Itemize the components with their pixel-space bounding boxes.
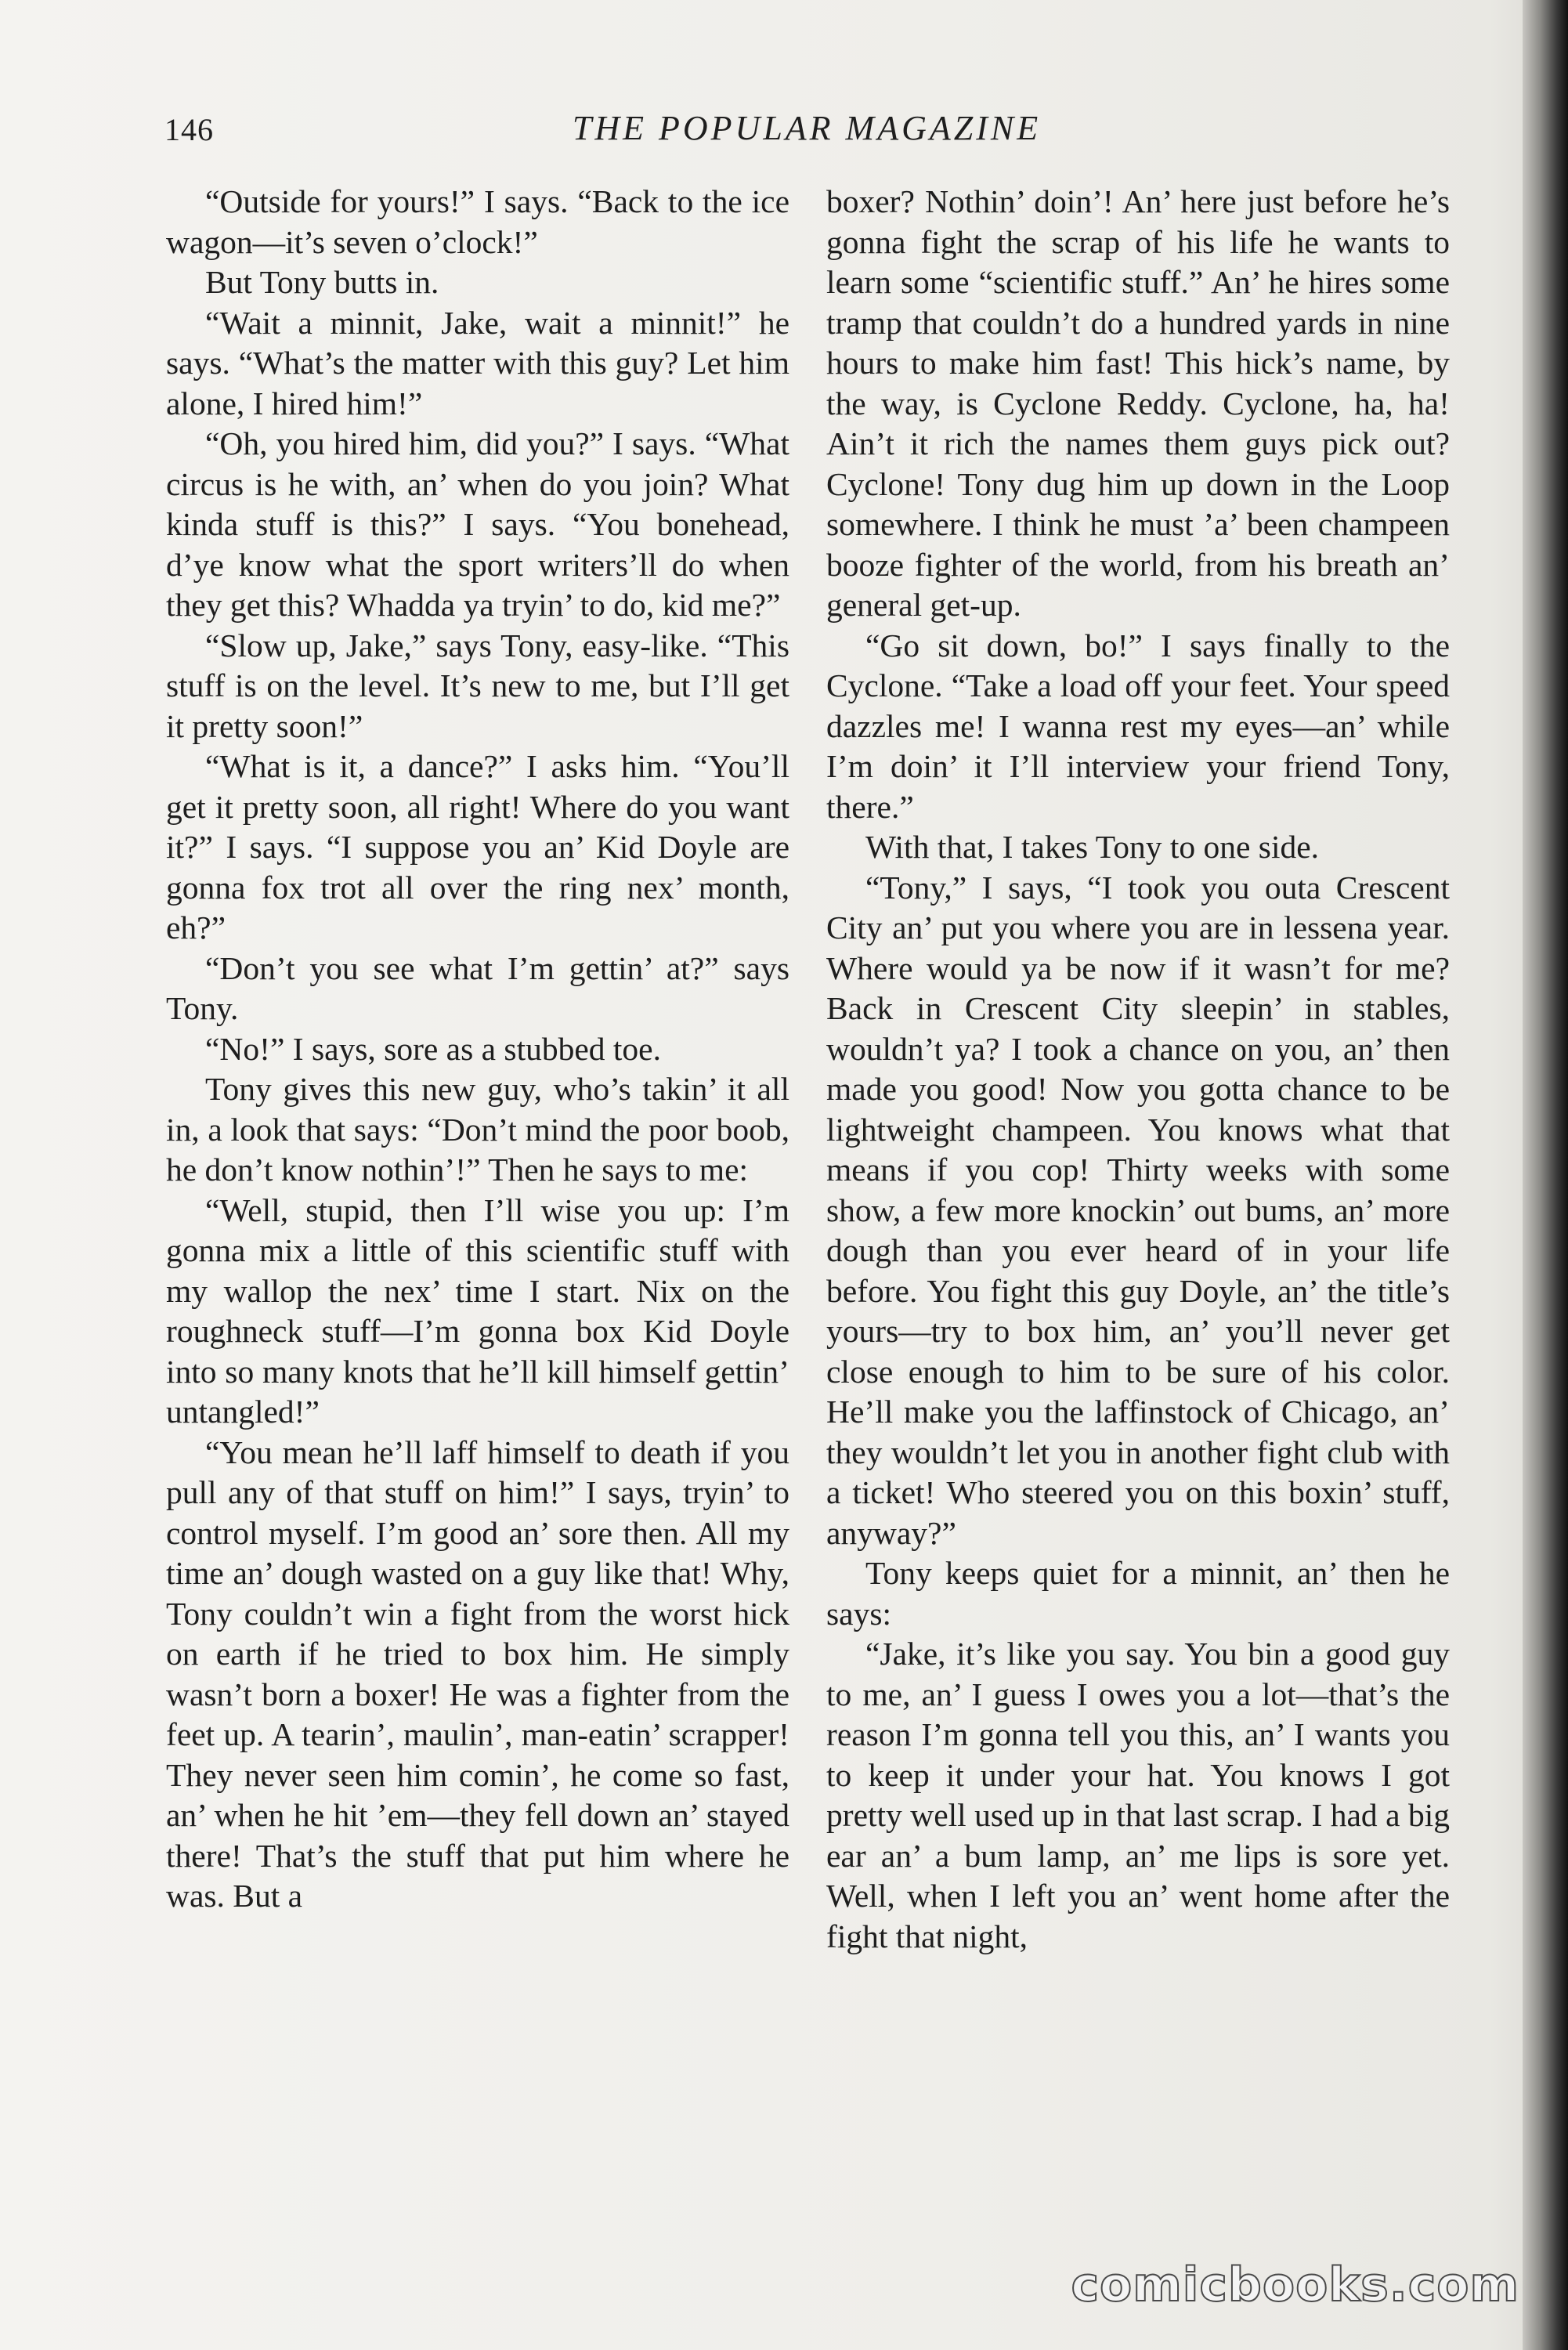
paragraph: “Oh, you hired him, did you?” I says. “What circus is he with, an’ when do you join? What kinda stuff is this?” I says. “You bonehead, d’ye know what the sport writers’ll do when they get this? Whadda ya tryin’ to do, kid me?”: [166, 425, 789, 623]
paragraph: boxer? Nothin’ doin’! An’ here just before he’s gonna fight the scrap of his life he wants to learn some “scientific stuff.” An’ he hires some tramp that couldn’t do a hundred yards in nine hours to make him fast! This hick’s name, by the way, is Cyclone Reddy. Cyclone, ha, ha! Ain’t it rich the names them guys pick out? Cyclone! Tony dug him up down in the Loop somewhere. I think he must ’a’ been champeen booze fighter of the world, from his breath an’ general get-up.: [826, 183, 1450, 623]
paragraph: Tony keeps quiet for a minnit, an’ then he says:: [826, 1555, 1450, 1632]
paragraph: “Outside for yours!” I says. “Back to the ice wagon—it’s seven o’clock!”: [166, 183, 789, 260]
paragraph: “Slow up, Jake,” says Tony, easy-like. “This stuff is on the level. It’s new to me, but I’ll get it pretty soon!”: [166, 627, 789, 744]
page-number: 146: [164, 112, 214, 147]
paragraph: “No!” I says, sore as a stubbed toe.: [205, 1030, 661, 1067]
book-spine-shadow: [1523, 0, 1568, 2350]
paragraph: “Tony,” I says, “I took you outa Crescent City an’ put you where you are in lessena year. Where would ya be now if it wasn’t for me? Back in Crescent City sleepin’ in stables, wouldn’t ya? I took a chance on you, an’ then made you good! Now you gotta chance to be lightweight champeen. You knows what that means if you cop! Thirty weeks with some show, a few more knockin’ out bums, an’ more dough than you ever heard of in your life before. You fight this guy Doyle, an’ the title’s yours—try to box him, an’ you’ll never get close enough to him to be sure of his color. He’ll make you the laffinstock of Chicago, an’ they wouldn’t let you in another fight club with a ticket! Who steered you on this boxin’ stuff, anyway?”: [826, 869, 1450, 1551]
paragraph: With that, I takes Tony to one side.: [865, 829, 1320, 865]
right-text-column: [826, 182, 1450, 1957]
left-text-column: [166, 182, 789, 1917]
paragraph: Tony gives this new guy, who’s takin’ it all in, a look that says: “Don’t mind the poor boob, he don’t know nothin’!” Then he says to me:: [166, 1071, 789, 1188]
paragraph: “Wait a minnit, Jake, wait a minnit!” he says. “What’s the matter with this guy? Let him alone, I hired him!”: [166, 304, 789, 421]
paragraph: “You mean he’ll laff himself to death if you pull any of that stuff on him!” I says, tryin’ to control myself. I’m good an’ sore then. All my time an’ dough wasted on a guy like that! Why, Tony couldn’t win a fight from the worst hick on earth if he tried to box him. He simply wasn’t born a boxer! He was a fighter from the feet up. A tearin’, maulin’, man-eatin’ scrapper! They never seen him comin’, he come so fast, an’ when he hit ’em—they fell down an’ stayed there! That’s the stuff that put him where he was. But a: [166, 1434, 789, 1914]
paragraph: “What is it, a dance?” I asks him. “You’ll get it pretty soon, all right! Where do you want it?” I says. “I suppose you an’ Kid Doyle are gonna fox trot all over the ring nex’ month, eh?”: [166, 748, 789, 945]
paragraph: “Well, stupid, then I’ll wise you up: I’m gonna mix a little of this scientific stuff with my wallop the nex’ time I start. Nix on the roughneck stuff—I’m gonna box Kid Doyle into so many knots that he’ll kill himself gettin’ untangled!”: [166, 1191, 789, 1430]
paragraph: “Go sit down, bo!” I says finally to the Cyclone. “Take a load off your feet. Your speed dazzles me! I wanna rest my eyes—an’ while I’m doin’ it I’ll interview your friend Tony, there.”: [826, 627, 1450, 825]
page-header: [164, 108, 1449, 155]
paragraph: “Don’t you see what I’m gettin’ at?” says Tony.: [166, 949, 789, 1026]
paragraph: But Tony butts in.: [205, 264, 439, 300]
watermark-logo: comicbooks.com: [1071, 2258, 1519, 2312]
paragraph: “Jake, it’s like you say. You bin a good guy to me, an’ I guess I owes you a lot—that’s the reason I’m gonna tell you this, an’ I wants you to keep it under your hat. You knows I got pretty well used up in that last scrap. I had a big ear an’ a bum lamp, an’ me lips is sore yet. Well, when I left you an’ went home after the fight that night,: [826, 1636, 1450, 1954]
running-title: THE POPULAR MAGAZINE: [572, 109, 1042, 147]
